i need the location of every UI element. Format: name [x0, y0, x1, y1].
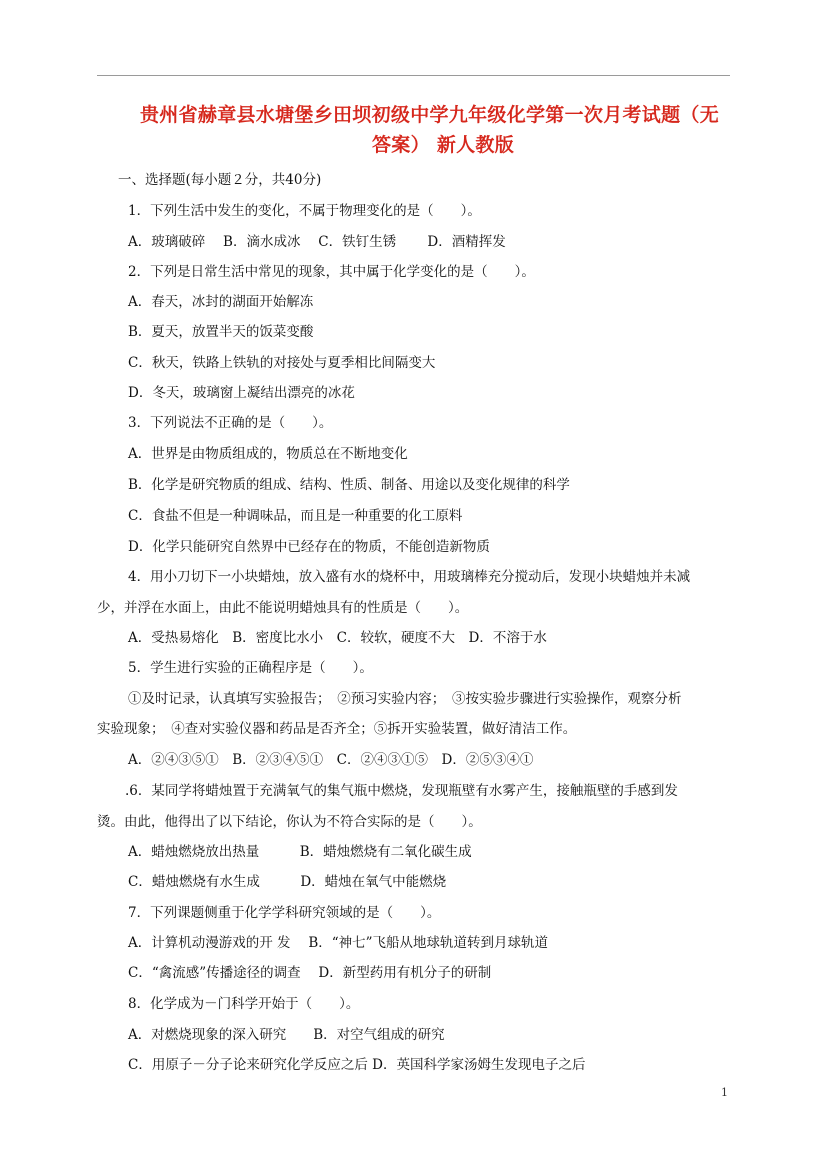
question-6-options-cd: C．蜡烛燃烧有水生成 D．蜡烛在氧气中能燃烧: [128, 874, 447, 890]
question-6-options-ab: A．蜡烛燃烧放出热量 B．蜡烛燃烧有二氧化碳生成: [128, 844, 472, 860]
question-7-options-ab: A．计算机动漫游戏的开 发 B．“神七”飞船从地球轨道转到月球轨道: [128, 935, 549, 951]
question-8-options-ab: A．对燃烧现象的深入研究 B．对空气组成的研究: [128, 1027, 445, 1043]
question-2: 2．下列是日常生活中常见的现象，其中属于化学变化的是（ ）。: [128, 264, 535, 280]
question-5: 5．学生进行实验的正确程序是（ ）。: [128, 660, 373, 676]
section-heading: 一、选择题(每小题２分，共40分): [118, 172, 322, 188]
question-4-line-2: 少，并浮在水面上，由此不能说明蜡烛具有的性质是（ ）。: [97, 600, 469, 616]
question-1: 1．下列生活中发生的变化，不属于物理变化的是（ ）。: [128, 203, 481, 219]
question-7: 7．下列课题侧重于化学学科研究领域的是（ ）。: [128, 905, 441, 921]
question-2-option-d: D．冬天，玻璃窗上凝结出漂亮的冰花: [128, 385, 355, 401]
question-5-options: A．②④③⑤① B．②③④⑤① C．②④③①⑤ D．②⑤③④①: [128, 752, 534, 768]
question-8-options-cd: C．用原子－分子论来研究化学反应之后 D．英国科学家汤姆生发现电子之后: [128, 1057, 586, 1073]
question-7-options-cd: C．“禽流感”传播途径的调查 D．新型药用有机分子的研制: [128, 965, 492, 981]
question-1-options: A．玻璃破碎 B．滴水成冰 C．铁钉生锈 D．酒精挥发: [128, 234, 506, 250]
question-5-steps-line-1: ①及时记录，认真填写实验报告； ②预习实验内容； ③按实验步骤进行实验操作，观察分析: [128, 691, 682, 707]
document-title: [140, 100, 740, 160]
question-3-option-a: A．世界是由物质组成的，物质总在不断地变化: [128, 446, 408, 462]
header-rule: [97, 75, 730, 76]
question-6-line-2: 烫。由此，他得出了以下结论，你认为不符合实际的是（ ）。: [97, 814, 482, 830]
question-4-options: A．受热易熔化 B．密度比水小 C．较软，硬度不大 D．不溶于水: [128, 630, 547, 646]
question-3-option-d: D．化学只能研究自然界中已经存在的物质，不能创造新物质: [128, 539, 490, 555]
question-3-option-b: B．化学是研究物质的组成、结构、性质、制备、用途以及变化规律的科学: [128, 477, 570, 493]
question-4-line-1: 4．用小刀切下一小块蜡烛，放入盛有水的烧杯中，用玻璃棒充分搅动后，发现小块蜡烛并未减: [128, 569, 691, 585]
question-3: 3．下列说法不正确的是（ ）。: [128, 415, 333, 431]
question-2-option-a: A．春天，冰封的湖面开始解冻: [128, 294, 314, 310]
title-line-1: 贵州省赫章县水塘堡乡田坝初级中学九年级化学第一次月考试题（无: [140, 104, 720, 126]
question-2-option-b: B．夏天，放置半天的饭菜变酸: [128, 324, 314, 340]
question-5-steps-line-2: 实验现象； ④查对实验仪器和药品是否齐全；⑤拆开实验装置，做好清洁工作。: [97, 721, 577, 737]
title-line-2: 答案） 新人教版: [372, 134, 515, 156]
question-6-line-1: .6．某同学将蜡烛置于充满氧气的集气瓶中燃烧，发现瓶壁有水雾产生，接触瓶壁的手感到发: [125, 783, 678, 799]
question-3-option-c: C．食盐不但是一种调味品，而且是一种重要的化工原料: [128, 508, 463, 524]
question-8: 8．化学成为－门科学开始于（ ）。: [128, 996, 360, 1012]
question-2-option-c: C．秋天，铁路上铁轨的对接处与夏季相比间隔变大: [128, 355, 436, 371]
page-number: 1: [721, 1086, 728, 1099]
